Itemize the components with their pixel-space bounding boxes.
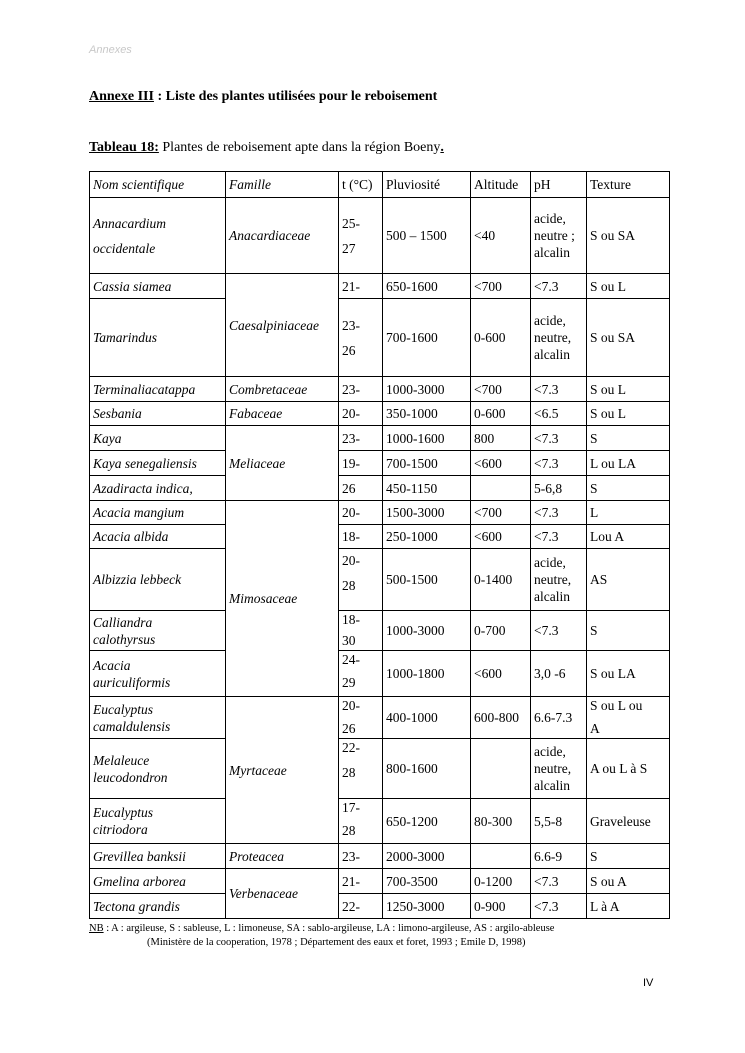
cell-name: Grevillea banksii — [90, 844, 226, 869]
cell-name — [90, 611, 226, 651]
cell-temperature: 23- — [339, 377, 383, 402]
cell-texture: L — [587, 501, 670, 525]
table-row — [90, 799, 670, 844]
cell-altitude: <600 — [471, 525, 531, 549]
name-line: citriodora — [93, 822, 148, 837]
cell-texture: A ou L à S — [587, 739, 670, 799]
cell-temperature — [339, 198, 383, 274]
cell-pluviosite: 1000-3000 — [383, 611, 471, 651]
cell-altitude: 0-1400 — [471, 549, 531, 611]
cell-texture: S ou LA — [587, 651, 670, 697]
cell-ph: <7.3 — [531, 611, 587, 651]
temp-line: 23- — [342, 317, 360, 333]
cell-name: Albizzia lebbeck — [90, 549, 226, 611]
ph-line: alcalin — [534, 347, 570, 362]
footnote — [89, 922, 554, 950]
ph-line: acide, — [534, 211, 566, 226]
cell-temperature: 26 — [339, 476, 383, 501]
temp-line: 22- — [342, 740, 360, 755]
table-row — [90, 869, 670, 894]
table-row — [90, 402, 670, 426]
cell-pluviosite: 700-1600 — [383, 299, 471, 377]
table-row — [90, 844, 670, 869]
cell-altitude — [471, 739, 531, 799]
cell-name — [90, 739, 226, 799]
name-line: Acacia — [93, 657, 131, 673]
cell-texture: S ou A — [587, 869, 670, 894]
table-caption — [89, 140, 444, 156]
cell-ph — [531, 549, 587, 611]
cell-name: Cassia siamea — [90, 274, 226, 299]
cell-temperature: 20- — [339, 501, 383, 525]
cell-texture: S — [587, 844, 670, 869]
temp-line: 26 — [342, 721, 356, 736]
cell-altitude: 0-600 — [471, 402, 531, 426]
cell-ph: 5,5-8 — [531, 799, 587, 844]
name-line: auriculiformis — [93, 674, 171, 690]
cell-name: Kaya senegaliensis — [90, 451, 226, 476]
cell-name: Terminaliacatappa — [90, 377, 226, 402]
cell-texture: L ou LA — [587, 451, 670, 476]
ph-line: neutre, — [534, 572, 572, 587]
cell-ph: <7.3 — [531, 869, 587, 894]
cell-texture — [587, 697, 670, 739]
cell-altitude: <700 — [471, 377, 531, 402]
cell-pluviosite: 2000-3000 — [383, 844, 471, 869]
name-line: calothyrsus — [93, 631, 156, 647]
footnote-legend — [89, 922, 554, 936]
temp-line: 29 — [342, 675, 356, 690]
cell-altitude: <600 — [471, 451, 531, 476]
cell-name — [90, 198, 226, 274]
cell-altitude: 0-700 — [471, 611, 531, 651]
name-line: camaldulensis — [93, 718, 171, 734]
cell-texture: S ou SA — [587, 198, 670, 274]
table-header-row — [90, 172, 670, 198]
cell-pluviosite: 1000-1600 — [383, 426, 471, 451]
table-row — [90, 377, 670, 402]
cell-temperature — [339, 739, 383, 799]
cell-texture: S — [587, 476, 670, 501]
cell-pluviosite: 1000-1800 — [383, 651, 471, 697]
cell-family: Combretaceae — [226, 377, 339, 402]
cell-ph: <7.3 — [531, 377, 587, 402]
cell-ph — [531, 739, 587, 799]
cell-altitude: 0-900 — [471, 894, 531, 919]
ph-line: neutre, — [534, 761, 572, 776]
cell-ph: 6.6-9 — [531, 844, 587, 869]
cell-texture: S — [587, 426, 670, 451]
table-caption-text: Plantes de reboisement apte dans la région Boeny — [158, 140, 441, 155]
cell-pluviosite: 650-1600 — [383, 274, 471, 299]
cell-temperature — [339, 799, 383, 844]
temp-line: 27 — [342, 240, 356, 256]
cell-family: Meliaceae — [226, 426, 339, 501]
cell-pluviosite: 700-1500 — [383, 451, 471, 476]
table-row — [90, 426, 670, 451]
temp-line: 25- — [342, 215, 360, 231]
cell-pluviosite: 400-1000 — [383, 697, 471, 739]
table-row — [90, 476, 670, 501]
annex-title-label: Annexe III — [89, 89, 154, 104]
cell-texture: S ou L — [587, 402, 670, 426]
cell-name: Kaya — [90, 426, 226, 451]
name-line: Annacardium — [93, 215, 166, 231]
cell-name: Acacia albida — [90, 525, 226, 549]
ph-line: acide, — [534, 313, 566, 328]
cell-altitude: <700 — [471, 274, 531, 299]
cell-temperature: 20- — [339, 402, 383, 426]
cell-temperature: 19- — [339, 451, 383, 476]
cell-ph: <7.3 — [531, 426, 587, 451]
temp-line: 17- — [342, 800, 360, 815]
cell-altitude — [471, 844, 531, 869]
cell-ph: <7.3 — [531, 451, 587, 476]
cell-ph: <6.5 — [531, 402, 587, 426]
cell-name — [90, 651, 226, 697]
temp-line: 28 — [342, 823, 356, 838]
ph-line: alcalin — [534, 245, 570, 260]
cell-altitude: 0-1200 — [471, 869, 531, 894]
cell-name: Gmelina arborea — [90, 869, 226, 894]
name-line: occidentale — [93, 240, 156, 256]
cell-temperature — [339, 549, 383, 611]
cell-temperature: 23- — [339, 426, 383, 451]
table-row — [90, 501, 670, 525]
cell-ph: <7.3 — [531, 525, 587, 549]
cell-texture: L à A — [587, 894, 670, 919]
name-line: Melaleuce — [93, 752, 150, 768]
cell-family: Fabaceae — [226, 402, 339, 426]
table-caption-label: Tableau 18: — [89, 140, 159, 155]
cell-family: Mimosaceae — [226, 501, 339, 697]
cell-family: Anacardiaceae — [226, 198, 339, 274]
cell-temperature: 21- — [339, 274, 383, 299]
annex-title-text: : Liste des plantes utilisées pour le reboisement — [153, 89, 438, 104]
temp-line: 20- — [342, 698, 360, 713]
texture-line: S ou L ou — [590, 698, 643, 713]
cell-name: Azadiracta indica, — [90, 476, 226, 501]
cell-temperature — [339, 611, 383, 651]
table-row — [90, 274, 670, 299]
temp-line: 24- — [342, 652, 360, 667]
cell-pluviosite: 500-1500 — [383, 549, 471, 611]
cell-texture: Lou A — [587, 525, 670, 549]
cell-altitude: <600 — [471, 651, 531, 697]
cell-name: Tectona grandis — [90, 894, 226, 919]
header-texture: Texture — [587, 172, 670, 198]
texture-line: A — [590, 721, 600, 736]
footnote-text: : A : argileuse, S : sableuse, L : limoneuse, SA : sablo-argileuse, LA : limono-argileuse, AS : argilo-ableuse — [103, 923, 555, 934]
table-row — [90, 651, 670, 697]
ph-line: neutre, — [534, 330, 572, 345]
cell-texture: S — [587, 611, 670, 651]
header-famille: Famille — [226, 172, 339, 198]
cell-pluviosite: 650-1200 — [383, 799, 471, 844]
cell-ph: <7.3 — [531, 501, 587, 525]
cell-name: Acacia mangium — [90, 501, 226, 525]
table-row — [90, 739, 670, 799]
header-ph: pH — [531, 172, 587, 198]
name-line: leucodondron — [93, 769, 168, 785]
cell-pluviosite: 1250-3000 — [383, 894, 471, 919]
cell-family: Caesalpiniaceae — [226, 274, 339, 377]
table-row — [90, 549, 670, 611]
table-row — [90, 611, 670, 651]
temp-line: 28 — [342, 578, 356, 593]
temp-line: 28 — [342, 765, 356, 780]
cell-texture: S ou SA — [587, 299, 670, 377]
cell-name: Tamarindus — [90, 299, 226, 377]
cell-texture: S ou L — [587, 274, 670, 299]
cell-pluviosite: 1500-3000 — [383, 501, 471, 525]
cell-family: Verbenaceae — [226, 869, 339, 919]
cell-ph — [531, 299, 587, 377]
cell-name: Sesbania — [90, 402, 226, 426]
header-nom-scientifique: Nom scientifique — [90, 172, 226, 198]
table-row — [90, 451, 670, 476]
table-row — [90, 697, 670, 739]
cell-altitude: <40 — [471, 198, 531, 274]
header-altitude: Altitude — [471, 172, 531, 198]
cell-ph: <7.3 — [531, 894, 587, 919]
annex-title — [89, 89, 437, 105]
cell-texture: S ou L — [587, 377, 670, 402]
cell-temperature — [339, 651, 383, 697]
temp-line: 26 — [342, 342, 356, 358]
name-line: Eucalyptus — [93, 701, 153, 717]
cell-name — [90, 799, 226, 844]
table-caption-end: . — [440, 140, 444, 155]
ph-line: acide, — [534, 744, 566, 759]
cell-ph: 3,0 -6 — [531, 651, 587, 697]
header-pluviosite: Pluviosité — [383, 172, 471, 198]
ph-line: acide, — [534, 555, 566, 570]
cell-altitude: <700 — [471, 501, 531, 525]
cell-pluviosite: 350-1000 — [383, 402, 471, 426]
cell-temperature: 21- — [339, 869, 383, 894]
header-temperature: t (°C) — [339, 172, 383, 198]
temp-line: 18- — [342, 612, 360, 627]
cell-altitude: 0-600 — [471, 299, 531, 377]
cell-pluviosite: 700-3500 — [383, 869, 471, 894]
cell-ph: <7.3 — [531, 274, 587, 299]
cell-temperature — [339, 697, 383, 739]
cell-name — [90, 697, 226, 739]
cell-texture: Graveleuse — [587, 799, 670, 844]
table-row — [90, 198, 670, 274]
page-number: IV — [643, 977, 654, 989]
plants-table — [89, 171, 670, 919]
cell-altitude: 80-300 — [471, 799, 531, 844]
footnote-source: (Ministère de la cooperation, 1978 ; Département des eaux et foret, 1993 ; Emile D, 1998) — [147, 937, 526, 948]
cell-ph: 5-6,8 — [531, 476, 587, 501]
cell-altitude: 800 — [471, 426, 531, 451]
name-line: Calliandra — [93, 614, 153, 630]
cell-pluviosite: 500 – 1500 — [383, 198, 471, 274]
cell-ph: 6.6-7.3 — [531, 697, 587, 739]
ph-line: neutre ; — [534, 228, 575, 243]
cell-temperature: 23- — [339, 844, 383, 869]
temp-line: 20- — [342, 553, 360, 568]
cell-pluviosite: 800-1600 — [383, 739, 471, 799]
cell-family: Proteacea — [226, 844, 339, 869]
name-line: Eucalyptus — [93, 805, 153, 820]
cell-pluviosite: 450-1150 — [383, 476, 471, 501]
cell-pluviosite: 1000-3000 — [383, 377, 471, 402]
cell-texture: AS — [587, 549, 670, 611]
footnote-label: NB — [89, 923, 104, 934]
cell-pluviosite: 250-1000 — [383, 525, 471, 549]
table-row — [90, 894, 670, 919]
ph-line: alcalin — [534, 778, 570, 793]
cell-temperature: 22- — [339, 894, 383, 919]
cell-temperature: 18- — [339, 525, 383, 549]
table-row — [90, 299, 670, 377]
cell-ph — [531, 198, 587, 274]
cell-family: Myrtaceae — [226, 697, 339, 844]
running-header: Annexes — [89, 44, 132, 56]
temp-line: 30 — [342, 633, 356, 648]
cell-altitude: 600-800 — [471, 697, 531, 739]
table-row — [90, 525, 670, 549]
ph-line: alcalin — [534, 589, 570, 604]
cell-altitude — [471, 476, 531, 501]
cell-temperature — [339, 299, 383, 377]
